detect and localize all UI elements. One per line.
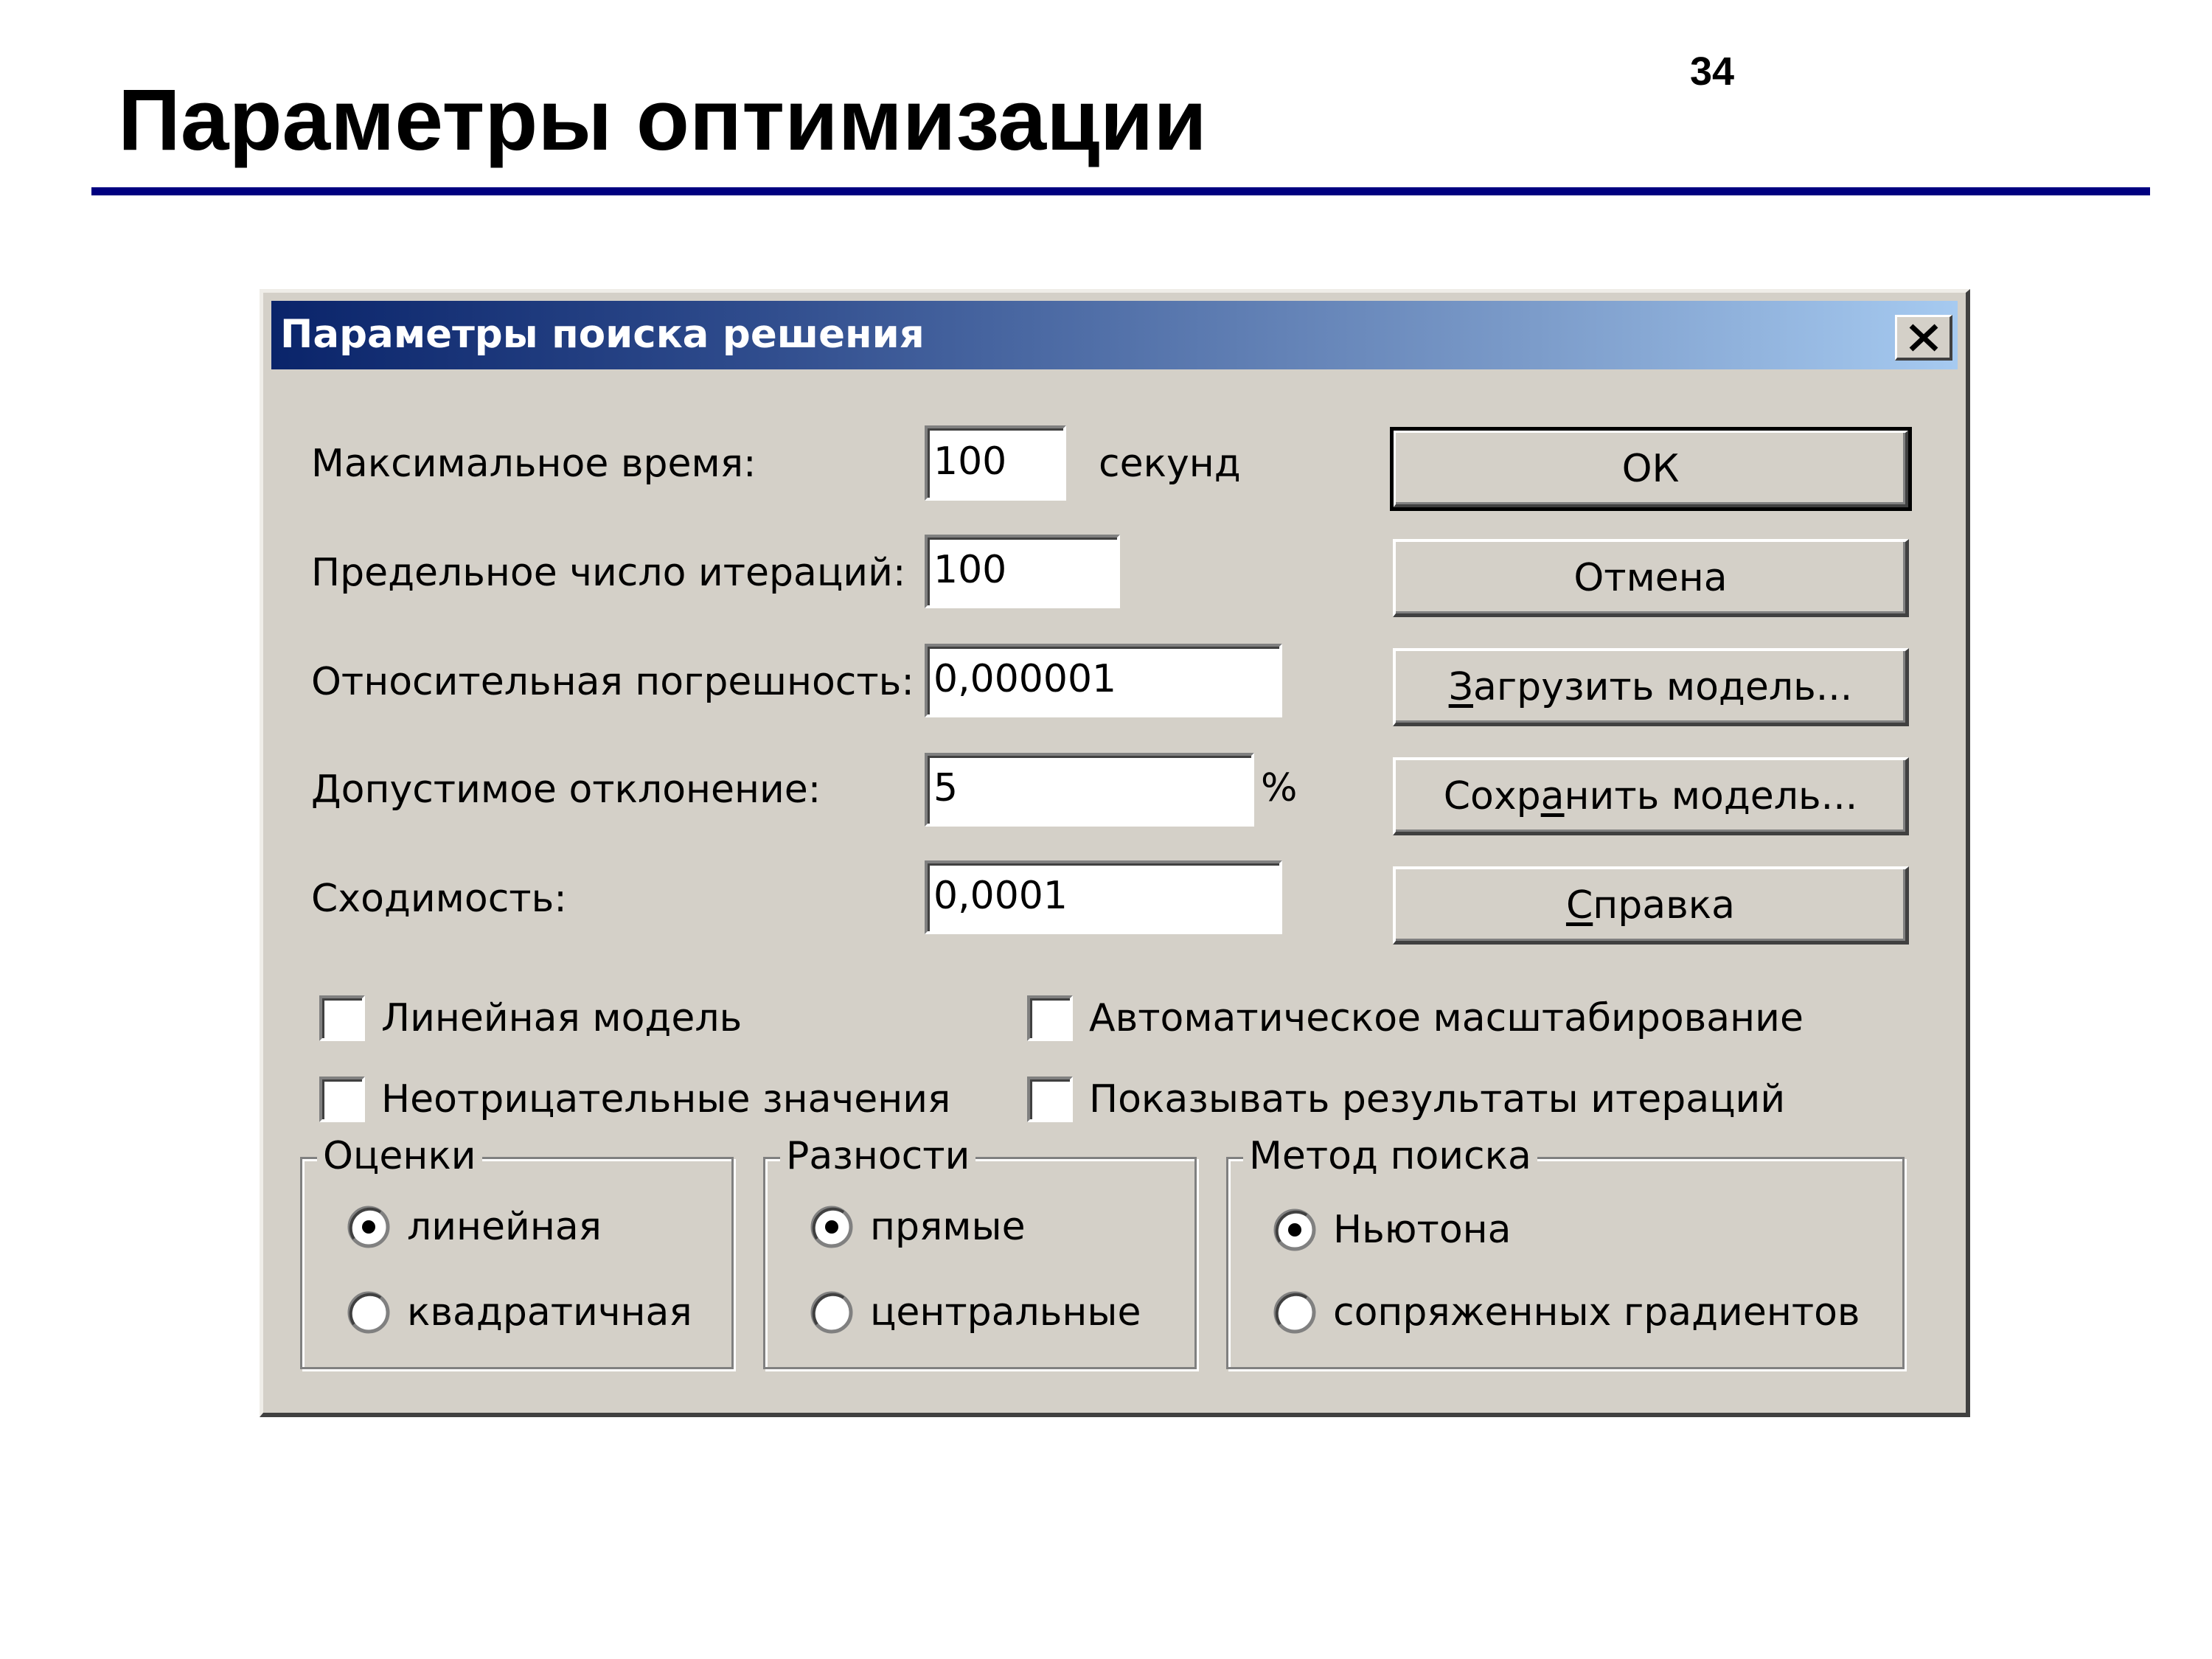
estimates-group [300,1134,734,1369]
max-time-input[interactable] [928,428,1063,498]
load-model-mnemonic: З [1448,664,1473,709]
search-method-group [1226,1134,1905,1369]
auto-scaling-checkbox[interactable] [1027,995,1804,1042]
search-method-group-title: Метод поиска [1243,1133,1537,1180]
dialog-titlebar[interactable] [271,301,1958,369]
ok-button[interactable]: ОК [1393,430,1909,508]
precision-input[interactable] [928,647,1279,714]
tolerance-field[interactable] [925,753,1254,827]
derivatives-forward-label: прямые [870,1205,1026,1249]
tolerance-label: Допустимое отклонение: [311,768,821,812]
title-divider [91,187,2150,195]
cancel-button[interactable]: Отмена [1393,539,1909,617]
close-icon [1908,324,1939,352]
show-iterations-label: Показывать результаты итераций [1089,1077,1786,1121]
percent-unit-label: % [1261,766,1298,810]
solver-options-dialog [260,289,1970,1417]
derivatives-group [763,1134,1197,1369]
auto-scaling-label: Автоматическое масштабирование [1089,996,1804,1040]
non-negative-checkbox-box[interactable] [319,1077,365,1122]
radio-selected-icon [347,1205,391,1249]
auto-scaling-checkbox-box[interactable] [1027,995,1073,1041]
max-iterations-label: Предельное число итераций: [311,551,906,595]
radio-selected-icon [810,1205,854,1249]
estimates-quadratic-label: квадратичная [407,1290,692,1335]
save-model-label-start: Сохр [1443,773,1541,818]
non-negative-label: Неотрицательные значения [381,1077,951,1121]
convergence-label: Сходимость: [311,877,567,921]
close-button[interactable] [1895,315,1952,361]
search-conjugate-label: сопряженных градиентов [1333,1290,1860,1335]
help-mnemonic: С [1565,883,1593,928]
derivatives-forward-radio[interactable] [810,1203,1026,1251]
save-model-mnemonic: а [1540,773,1565,818]
seconds-unit-label: секунд [1099,442,1241,486]
radio-unselected-icon [1273,1290,1317,1335]
convergence-input[interactable] [928,863,1279,931]
show-iterations-checkbox-box[interactable] [1027,1077,1073,1122]
derivatives-central-radio[interactable] [810,1289,1141,1336]
precision-field[interactable] [925,644,1282,717]
slide-title: Параметры оптимизации [118,72,1207,169]
save-model-button[interactable] [1393,757,1909,835]
estimates-group-title: Оценки [317,1133,482,1180]
help-button[interactable] [1393,866,1909,945]
radio-unselected-icon [810,1290,854,1335]
load-model-label-rest: агрузить модель... [1473,664,1853,709]
max-time-field[interactable] [925,425,1066,501]
derivatives-central-label: центральные [870,1290,1141,1335]
load-model-button[interactable] [1393,648,1909,726]
search-newton-radio[interactable] [1273,1206,1512,1253]
linear-model-checkbox-box[interactable] [319,995,365,1041]
non-negative-checkbox[interactable] [319,1076,950,1123]
max-time-label: Максимальное время: [311,442,757,486]
convergence-field[interactable] [925,860,1282,934]
search-conjugate-radio[interactable] [1273,1289,1860,1336]
search-newton-label: Ньютона [1333,1208,1512,1252]
radio-selected-icon [1273,1208,1317,1252]
radio-unselected-icon [347,1290,391,1335]
max-iterations-input[interactable] [928,538,1117,605]
linear-model-label: Линейная модель [381,996,742,1040]
help-label-rest: правка [1593,883,1736,928]
estimates-linear-label: линейная [407,1205,602,1249]
derivatives-group-title: Разности [780,1133,975,1180]
estimates-quadratic-radio[interactable] [347,1289,692,1336]
estimates-linear-radio[interactable] [347,1203,602,1251]
dialog-title: Параметры поиска решения [280,312,925,357]
precision-label: Относительная погрешность: [311,660,914,704]
save-model-label-rest: нить модель... [1564,773,1858,818]
tolerance-input[interactable] [928,756,1251,824]
linear-model-checkbox[interactable] [319,995,742,1042]
show-iterations-checkbox[interactable] [1027,1076,1785,1123]
page-number: 34 [1690,49,1735,94]
max-iterations-field[interactable] [925,535,1120,608]
